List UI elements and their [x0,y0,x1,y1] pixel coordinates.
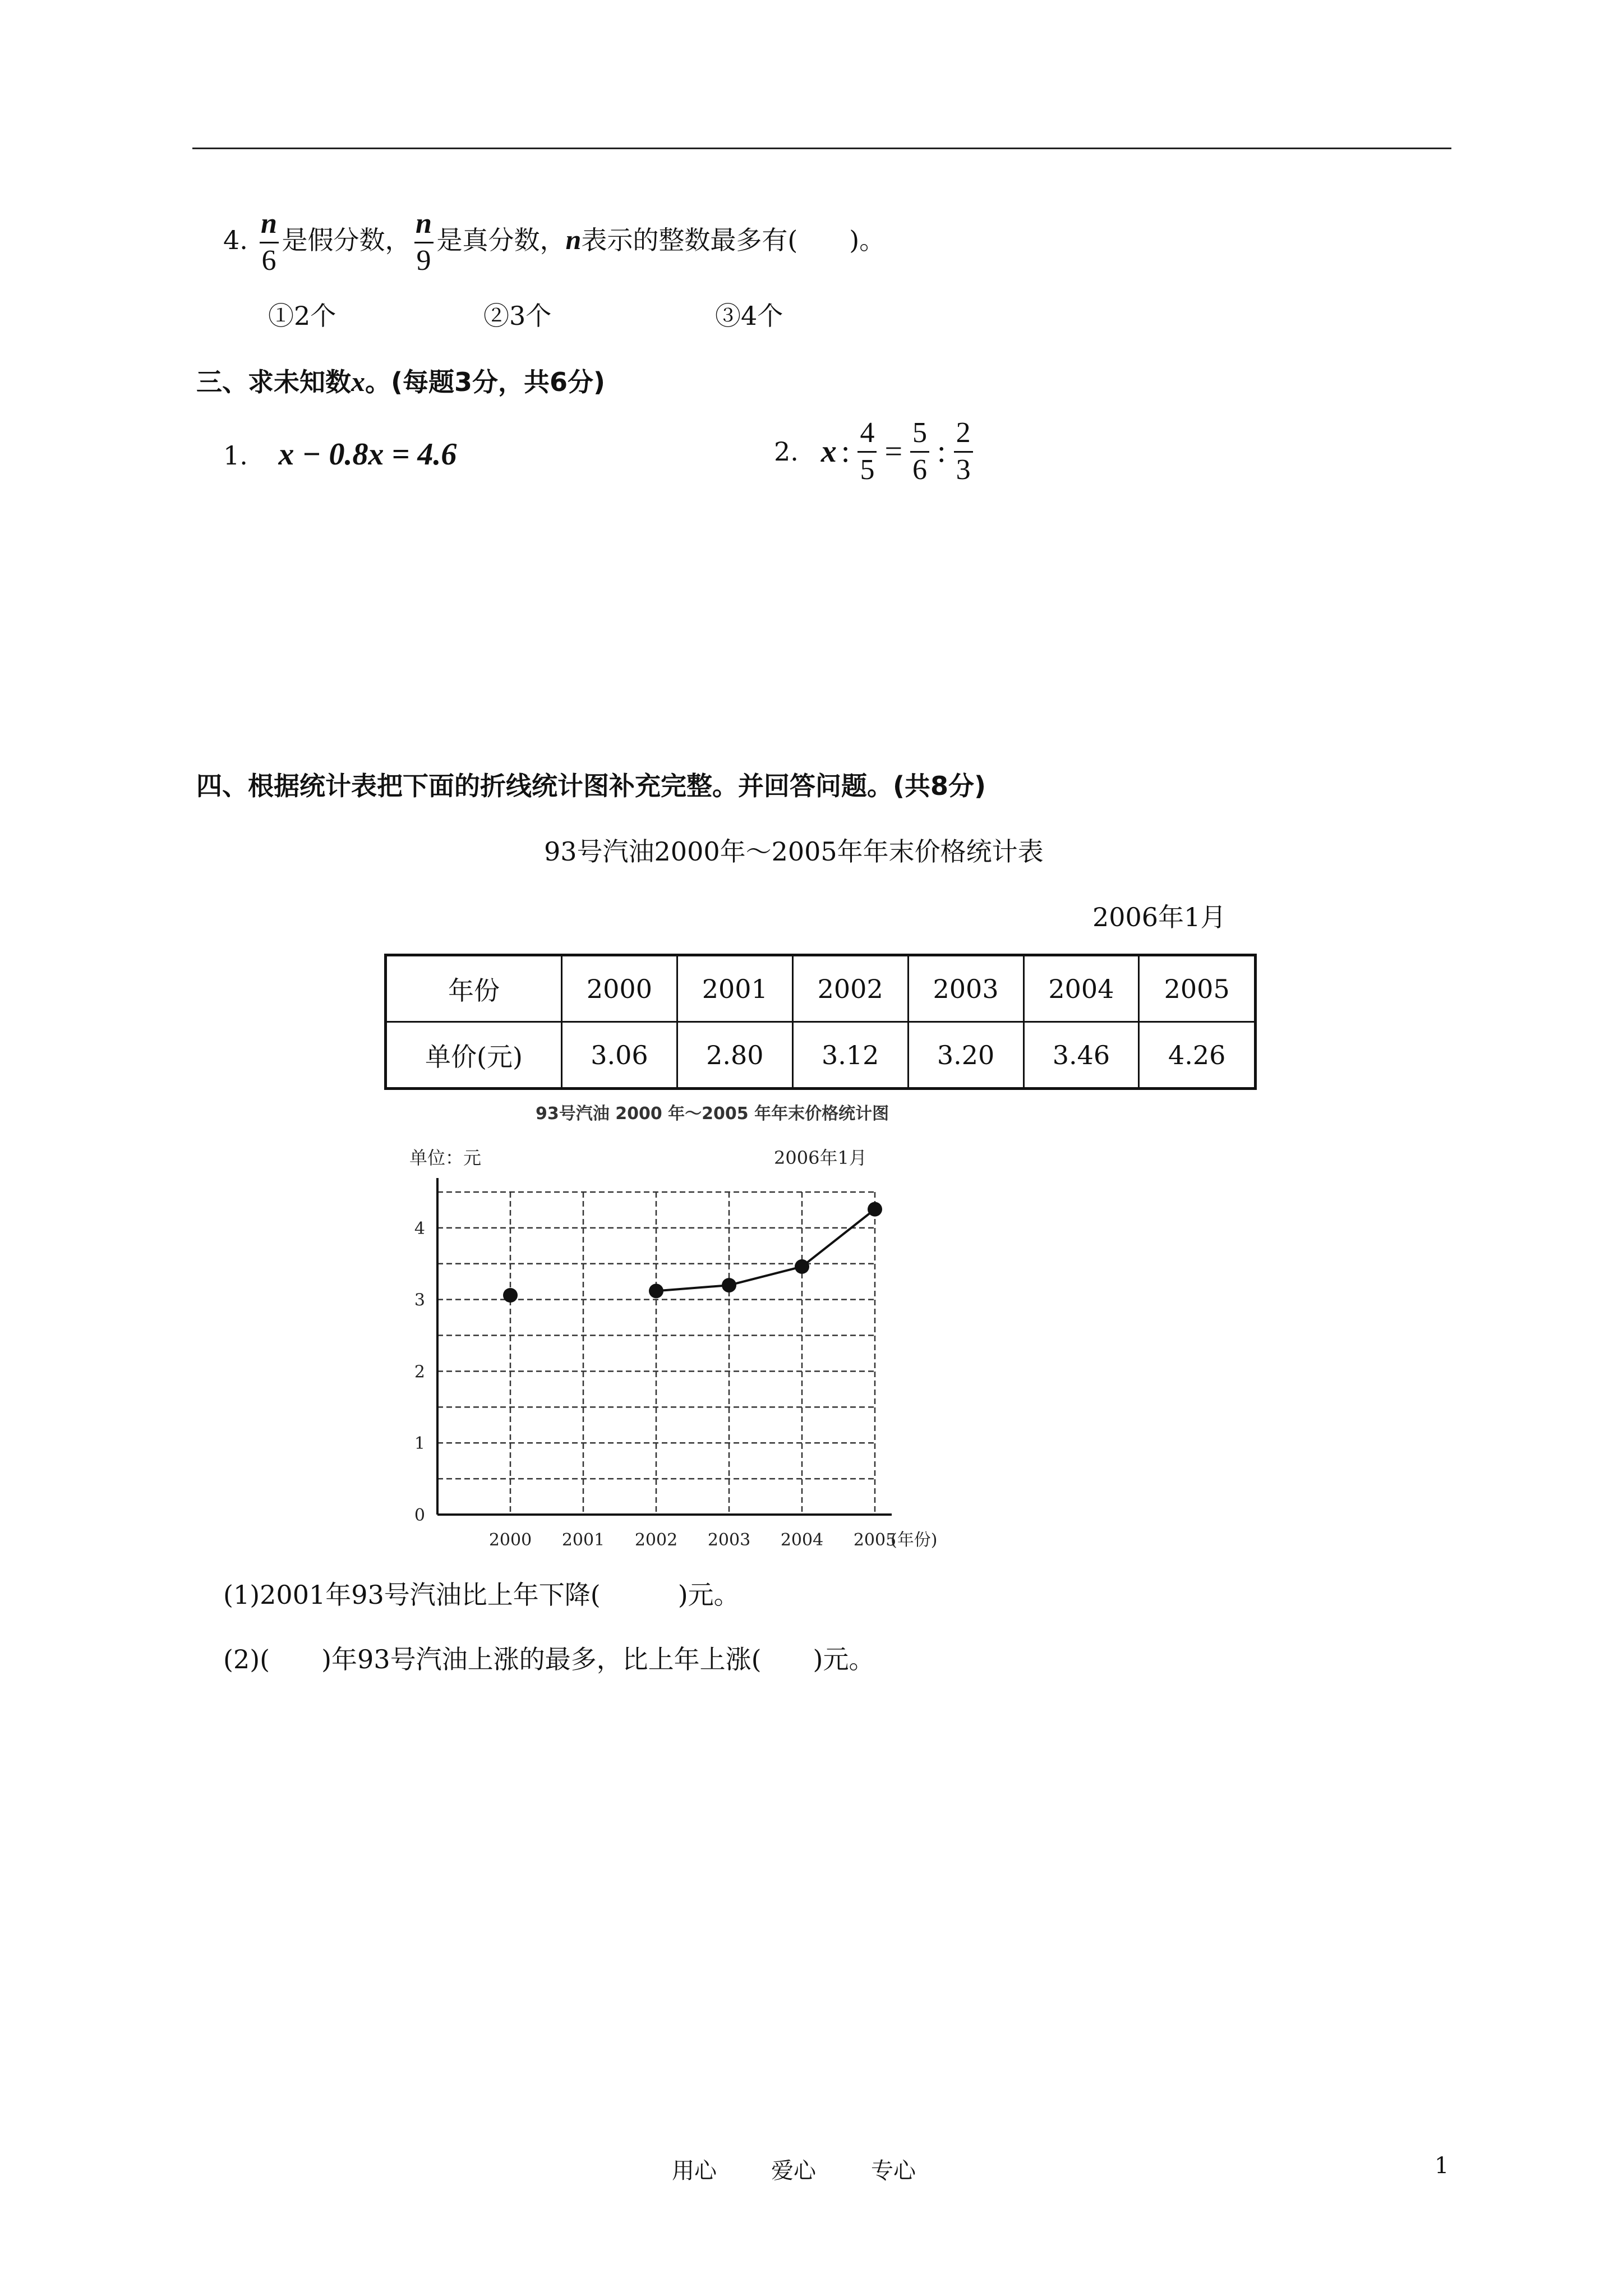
data-point [868,1202,882,1217]
option-2: ②3个 [483,301,552,331]
table-cell: 2001 [677,955,792,1022]
question-text-part3: 表示的整数最多有( )。 [581,225,886,256]
y-tick-label: 3 [414,1290,425,1310]
question-4-2: (2)( )年93号汽油上涨的最多，比上年上涨( )元。 [223,1644,875,1674]
footer-text-3: 专心 [871,2158,916,2184]
section-3-heading: 三、求未知数x。(每题3分，共6分) [196,366,606,397]
fraction-5-6: $\frac{5}{6}$ [910,418,929,485]
x-tick-label: 2002 [634,1530,678,1550]
price-table [384,954,1257,1090]
x-tick-label: 2000 [488,1530,532,1550]
option-3: ③4个 [715,301,783,331]
question-number: 4. [223,225,248,256]
header-rule [192,148,1451,149]
line-chart [393,1133,1015,1565]
y-tick-label: 1 [414,1434,425,1454]
section-4-heading: 四、根据统计表把下面的折线统计图补充完整。并回答问题。(共8分) [196,771,986,801]
table-cell: 4.26 [1139,1022,1256,1089]
table-cell: 3.12 [792,1022,908,1089]
question-text-part1: 是假分数， [282,225,411,256]
fraction-2-3: $\frac{2}{3}$ [954,418,973,485]
series-line [656,1209,875,1291]
x-tick-label: 2004 [780,1530,824,1550]
table-cell: 2005 [1139,955,1256,1022]
fraction-n-over-9: $\frac{n}{9}$ [414,209,434,276]
equation-1: 1. x − 0.8x = 4.6 [223,437,457,472]
x-axis-label: (年份) [891,1530,938,1550]
x-tick-label: 2003 [707,1530,751,1550]
table-cell: 3.20 [908,1022,1023,1089]
table-cell: 2003 [908,955,1023,1022]
x-tick-label: 2001 [561,1530,605,1550]
table-header-price: 单价(元) [386,1022,562,1089]
data-point [722,1278,736,1292]
chart-series [503,1202,882,1303]
table-cell: 3.06 [562,1022,677,1089]
question-4 [223,209,885,276]
data-point [503,1288,518,1303]
chart-grid [437,1192,875,1515]
fraction-n-over-6: $\frac{n}{6}$ [260,209,279,276]
chart-date: 2006年1月 [774,1147,867,1168]
fraction-4-5: $\frac{4}{5}$ [857,418,877,485]
footer-text-1: 用心 [672,2158,717,2184]
option-1: ①2个 [268,301,336,331]
y-tick-label: 4 [414,1218,425,1239]
page-number: 1 [1435,2153,1449,2179]
variable-n: n [565,224,582,256]
table-cell: 2000 [562,955,677,1022]
chart-title: 93号汽油 2000 年～2005 年年末价格统计图 [536,1104,889,1124]
table-header-year: 年份 [386,955,562,1022]
table-row [386,955,1256,1022]
x-tick-label: 2005 [853,1530,897,1550]
footer-text-2: 爱心 [771,2158,816,2184]
table-title: 93号汽油2000年～2005年年末价格统计表 [544,836,1044,867]
y-axis-label: 单位：元 [409,1147,482,1168]
question-text-part2: 是真分数， [436,225,566,256]
y-tick-label: 0 [414,1506,425,1525]
equation-1-expr: x − 0.8x = 4.6 [278,437,457,472]
data-point [795,1259,809,1274]
table-cell: 3.46 [1023,1022,1139,1089]
data-point [649,1283,663,1298]
chart-labels [409,1147,937,1550]
table-cell: 2004 [1023,955,1139,1022]
question-4-1: (1)2001年93号汽油比上年下降( )元。 [223,1580,740,1610]
equation-2: 2. x : $\frac{4}{5}$ = $\frac{5}{6}$ : $\frac{2}{3}$ [774,418,976,485]
table-row [386,1022,1256,1089]
y-tick-label: 2 [414,1362,425,1382]
table-date: 2006年1月 [1092,902,1227,932]
table-cell: 2.80 [677,1022,792,1089]
table-cell: 2002 [792,955,908,1022]
